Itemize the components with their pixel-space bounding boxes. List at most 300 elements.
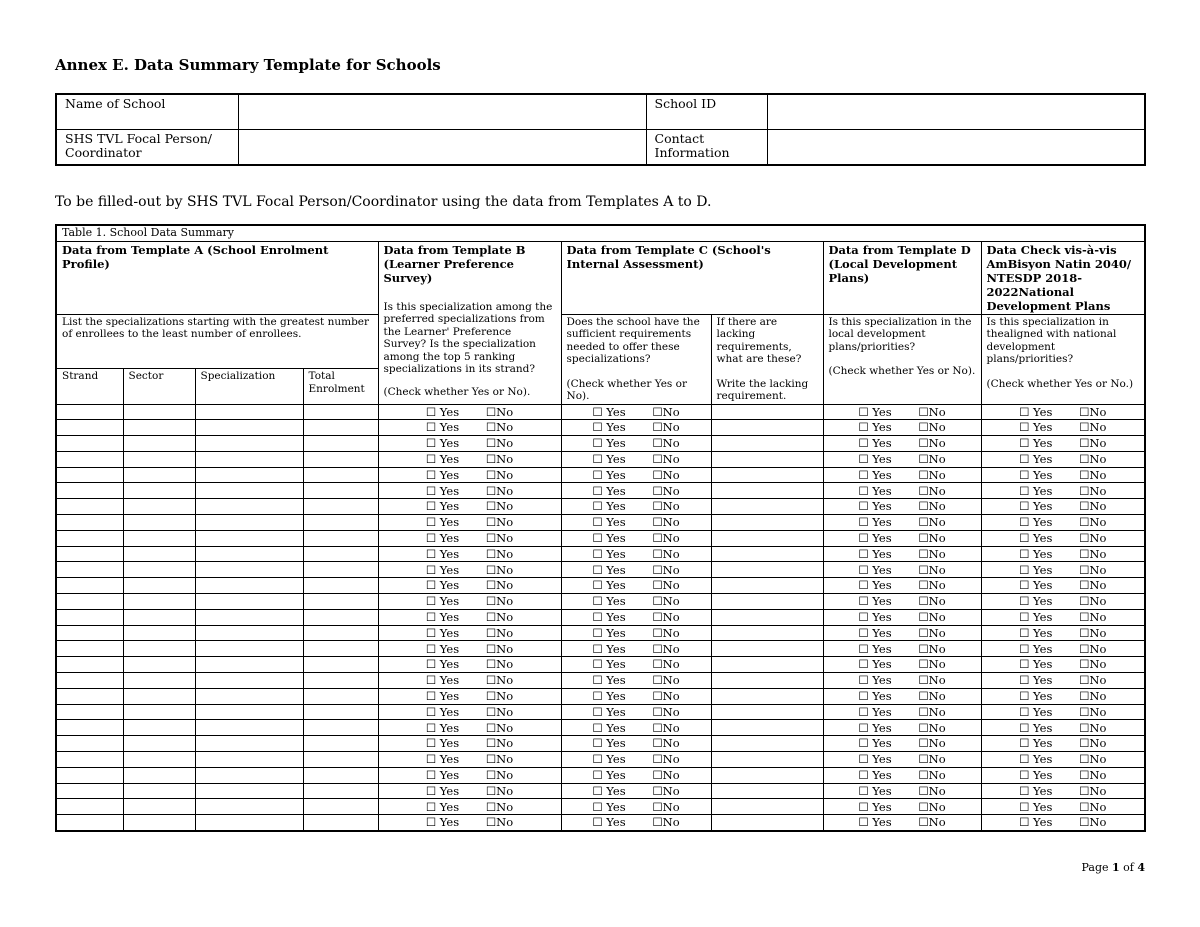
template-b-no-checkbox[interactable]: ☐No xyxy=(485,594,514,609)
national-plan-yes-checkbox[interactable]: ☐ Yes xyxy=(1019,562,1053,577)
template-c-yes-checkbox[interactable]: ☐ Yes xyxy=(592,625,626,640)
national-plan-yes-checkbox[interactable]: ☐ Yes xyxy=(1019,578,1053,593)
total-enrolment-cell[interactable] xyxy=(303,467,378,483)
template-b-no-checkbox[interactable]: ☐No xyxy=(485,673,514,688)
national-plan-yes-checkbox[interactable]: ☐ Yes xyxy=(1019,767,1053,782)
template-c-yes-checkbox[interactable]: ☐ Yes xyxy=(592,704,626,719)
lacking-requirement-cell[interactable] xyxy=(711,815,823,831)
total-enrolment-cell[interactable] xyxy=(303,499,378,515)
template-c-yes-checkbox[interactable]: ☐ Yes xyxy=(592,483,626,498)
total-enrolment-cell[interactable] xyxy=(303,562,378,578)
national-plan-no-checkbox[interactable]: ☐No xyxy=(1079,767,1107,782)
sector-cell[interactable] xyxy=(123,799,195,815)
specialization-cell[interactable] xyxy=(195,767,303,783)
strand-cell[interactable] xyxy=(56,641,123,657)
template-b-yes-checkbox[interactable]: ☐ Yes xyxy=(425,720,460,735)
specialization-cell[interactable] xyxy=(195,799,303,815)
template-b-yes-checkbox[interactable]: ☐ Yes xyxy=(425,546,460,561)
template-d-no-checkbox[interactable]: ☐No xyxy=(918,673,946,688)
total-enrolment-cell[interactable] xyxy=(303,767,378,783)
school-name-field[interactable] xyxy=(238,94,646,130)
specialization-cell[interactable] xyxy=(195,625,303,641)
national-plan-yes-checkbox[interactable]: ☐ Yes xyxy=(1019,436,1053,451)
sector-cell[interactable] xyxy=(123,499,195,515)
template-c-no-checkbox[interactable]: ☐No xyxy=(652,467,680,482)
strand-cell[interactable] xyxy=(56,594,123,610)
template-d-no-checkbox[interactable]: ☐No xyxy=(918,657,946,672)
template-d-no-checkbox[interactable]: ☐No xyxy=(918,783,946,798)
template-c-yes-checkbox[interactable]: ☐ Yes xyxy=(592,546,626,561)
template-c-no-checkbox[interactable]: ☐No xyxy=(652,483,680,498)
template-d-yes-checkbox[interactable]: ☐ Yes xyxy=(858,641,892,656)
strand-cell[interactable] xyxy=(56,688,123,704)
template-d-yes-checkbox[interactable]: ☐ Yes xyxy=(858,452,892,467)
template-b-no-checkbox[interactable]: ☐No xyxy=(485,752,514,767)
template-b-yes-checkbox[interactable]: ☐ Yes xyxy=(425,499,460,514)
specialization-cell[interactable] xyxy=(195,704,303,720)
template-d-yes-checkbox[interactable]: ☐ Yes xyxy=(858,704,892,719)
strand-cell[interactable] xyxy=(56,767,123,783)
national-plan-no-checkbox[interactable]: ☐No xyxy=(1079,625,1107,640)
national-plan-no-checkbox[interactable]: ☐No xyxy=(1079,641,1107,656)
template-c-no-checkbox[interactable]: ☐No xyxy=(652,610,680,624)
template-d-no-checkbox[interactable]: ☐No xyxy=(918,562,946,577)
template-b-yes-checkbox[interactable]: ☐ Yes xyxy=(425,752,460,767)
specialization-cell[interactable] xyxy=(195,530,303,546)
strand-cell[interactable] xyxy=(56,799,123,815)
national-plan-no-checkbox[interactable]: ☐No xyxy=(1079,783,1107,798)
total-enrolment-cell[interactable] xyxy=(303,451,378,467)
sector-cell[interactable] xyxy=(123,704,195,720)
template-b-no-checkbox[interactable]: ☐No xyxy=(485,562,514,577)
template-b-yes-checkbox[interactable]: ☐ Yes xyxy=(425,420,460,435)
lacking-requirement-cell[interactable] xyxy=(711,736,823,752)
template-b-no-checkbox[interactable]: ☐No xyxy=(485,483,514,498)
strand-cell[interactable] xyxy=(56,499,123,515)
lacking-requirement-cell[interactable] xyxy=(711,752,823,768)
sector-cell[interactable] xyxy=(123,736,195,752)
total-enrolment-cell[interactable] xyxy=(303,578,378,594)
strand-cell[interactable] xyxy=(56,515,123,531)
template-b-yes-checkbox[interactable]: ☐ Yes xyxy=(425,515,460,530)
template-d-no-checkbox[interactable]: ☐No xyxy=(918,736,946,751)
template-c-no-checkbox[interactable]: ☐No xyxy=(652,452,680,467)
sector-cell[interactable] xyxy=(123,420,195,436)
template-b-no-checkbox[interactable]: ☐No xyxy=(485,641,514,656)
specialization-cell[interactable] xyxy=(195,752,303,768)
school-id-field[interactable] xyxy=(767,94,1145,130)
specialization-cell[interactable] xyxy=(195,657,303,673)
template-c-no-checkbox[interactable]: ☐No xyxy=(652,752,680,767)
template-d-yes-checkbox[interactable]: ☐ Yes xyxy=(858,767,892,782)
total-enrolment-cell[interactable] xyxy=(303,515,378,531)
national-plan-no-checkbox[interactable]: ☐No xyxy=(1079,436,1107,451)
total-enrolment-cell[interactable] xyxy=(303,436,378,452)
specialization-cell[interactable] xyxy=(195,736,303,752)
national-plan-yes-checkbox[interactable]: ☐ Yes xyxy=(1019,499,1053,514)
template-c-no-checkbox[interactable]: ☐No xyxy=(652,404,680,419)
national-plan-no-checkbox[interactable]: ☐No xyxy=(1079,483,1107,498)
template-c-yes-checkbox[interactable]: ☐ Yes xyxy=(592,531,626,546)
template-d-yes-checkbox[interactable]: ☐ Yes xyxy=(858,578,892,593)
sector-cell[interactable] xyxy=(123,641,195,657)
national-plan-yes-checkbox[interactable]: ☐ Yes xyxy=(1019,641,1053,656)
total-enrolment-cell[interactable] xyxy=(303,594,378,610)
template-c-yes-checkbox[interactable]: ☐ Yes xyxy=(592,515,626,530)
strand-cell[interactable] xyxy=(56,578,123,594)
national-plan-no-checkbox[interactable]: ☐No xyxy=(1079,562,1107,577)
total-enrolment-cell[interactable] xyxy=(303,404,378,420)
national-plan-yes-checkbox[interactable]: ☐ Yes xyxy=(1019,515,1053,530)
template-b-yes-checkbox[interactable]: ☐ Yes xyxy=(425,436,460,451)
national-plan-no-checkbox[interactable]: ☐No xyxy=(1079,531,1107,546)
template-d-no-checkbox[interactable]: ☐No xyxy=(918,688,946,703)
template-c-yes-checkbox[interactable]: ☐ Yes xyxy=(592,688,626,703)
lacking-requirement-cell[interactable] xyxy=(711,641,823,657)
template-b-yes-checkbox[interactable]: ☐ Yes xyxy=(425,531,460,546)
lacking-requirement-cell[interactable] xyxy=(711,530,823,546)
template-d-yes-checkbox[interactable]: ☐ Yes xyxy=(858,420,892,435)
template-d-yes-checkbox[interactable]: ☐ Yes xyxy=(858,688,892,703)
template-b-no-checkbox[interactable]: ☐No xyxy=(485,720,514,735)
template-b-yes-checkbox[interactable]: ☐ Yes xyxy=(425,657,460,672)
strand-cell[interactable] xyxy=(56,609,123,625)
total-enrolment-cell[interactable] xyxy=(303,752,378,768)
total-enrolment-cell[interactable] xyxy=(303,688,378,704)
national-plan-yes-checkbox[interactable]: ☐ Yes xyxy=(1019,736,1053,751)
strand-cell[interactable] xyxy=(56,704,123,720)
template-d-yes-checkbox[interactable]: ☐ Yes xyxy=(858,799,892,814)
total-enrolment-cell[interactable] xyxy=(303,783,378,799)
strand-cell[interactable] xyxy=(56,420,123,436)
total-enrolment-cell[interactable] xyxy=(303,815,378,831)
template-c-no-checkbox[interactable]: ☐No xyxy=(652,578,680,593)
lacking-requirement-cell[interactable] xyxy=(711,436,823,452)
sector-cell[interactable] xyxy=(123,404,195,420)
template-c-yes-checkbox[interactable]: ☐ Yes xyxy=(592,467,626,482)
template-c-yes-checkbox[interactable]: ☐ Yes xyxy=(592,815,626,830)
national-plan-yes-checkbox[interactable]: ☐ Yes xyxy=(1019,704,1053,719)
template-d-no-checkbox[interactable]: ☐No xyxy=(918,752,946,767)
template-d-no-checkbox[interactable]: ☐No xyxy=(918,420,946,435)
template-b-no-checkbox[interactable]: ☐No xyxy=(485,610,514,624)
template-b-yes-checkbox[interactable]: ☐ Yes xyxy=(425,736,460,751)
sector-cell[interactable] xyxy=(123,625,195,641)
template-d-yes-checkbox[interactable]: ☐ Yes xyxy=(858,673,892,688)
template-b-no-checkbox[interactable]: ☐No xyxy=(485,767,514,782)
template-c-no-checkbox[interactable]: ☐No xyxy=(652,499,680,514)
lacking-requirement-cell[interactable] xyxy=(711,783,823,799)
specialization-cell[interactable] xyxy=(195,720,303,736)
sector-cell[interactable] xyxy=(123,594,195,610)
sector-cell[interactable] xyxy=(123,546,195,562)
template-b-no-checkbox[interactable]: ☐No xyxy=(485,515,514,530)
template-c-yes-checkbox[interactable]: ☐ Yes xyxy=(592,736,626,751)
national-plan-no-checkbox[interactable]: ☐No xyxy=(1079,688,1107,703)
total-enrolment-cell[interactable] xyxy=(303,673,378,689)
specialization-cell[interactable] xyxy=(195,467,303,483)
national-plan-yes-checkbox[interactable]: ☐ Yes xyxy=(1019,531,1053,546)
national-plan-no-checkbox[interactable]: ☐No xyxy=(1079,720,1107,735)
template-b-no-checkbox[interactable]: ☐No xyxy=(485,546,514,561)
template-b-yes-checkbox[interactable]: ☐ Yes xyxy=(425,783,460,798)
template-d-no-checkbox[interactable]: ☐No xyxy=(918,799,946,814)
template-b-no-checkbox[interactable]: ☐No xyxy=(485,657,514,672)
template-d-no-checkbox[interactable]: ☐No xyxy=(918,467,946,482)
national-plan-yes-checkbox[interactable]: ☐ Yes xyxy=(1019,420,1053,435)
template-c-yes-checkbox[interactable]: ☐ Yes xyxy=(592,436,626,451)
national-plan-no-checkbox[interactable]: ☐No xyxy=(1079,610,1107,624)
template-b-no-checkbox[interactable]: ☐No xyxy=(485,467,514,482)
template-d-yes-checkbox[interactable]: ☐ Yes xyxy=(858,436,892,451)
template-c-yes-checkbox[interactable]: ☐ Yes xyxy=(592,610,626,624)
template-d-no-checkbox[interactable]: ☐No xyxy=(918,641,946,656)
template-d-yes-checkbox[interactable]: ☐ Yes xyxy=(858,562,892,577)
template-d-no-checkbox[interactable]: ☐No xyxy=(918,815,946,830)
template-b-no-checkbox[interactable]: ☐No xyxy=(485,815,514,830)
template-d-no-checkbox[interactable]: ☐No xyxy=(918,546,946,561)
template-c-no-checkbox[interactable]: ☐No xyxy=(652,688,680,703)
template-d-no-checkbox[interactable]: ☐No xyxy=(918,452,946,467)
lacking-requirement-cell[interactable] xyxy=(711,720,823,736)
national-plan-no-checkbox[interactable]: ☐No xyxy=(1079,499,1107,514)
template-d-yes-checkbox[interactable]: ☐ Yes xyxy=(858,783,892,798)
lacking-requirement-cell[interactable] xyxy=(711,562,823,578)
total-enrolment-cell[interactable] xyxy=(303,625,378,641)
specialization-cell[interactable] xyxy=(195,783,303,799)
template-c-no-checkbox[interactable]: ☐No xyxy=(652,420,680,435)
total-enrolment-cell[interactable] xyxy=(303,546,378,562)
national-plan-no-checkbox[interactable]: ☐No xyxy=(1079,673,1107,688)
template-d-yes-checkbox[interactable]: ☐ Yes xyxy=(858,594,892,609)
strand-cell[interactable] xyxy=(56,783,123,799)
lacking-requirement-cell[interactable] xyxy=(711,578,823,594)
template-c-yes-checkbox[interactable]: ☐ Yes xyxy=(592,420,626,435)
sector-cell[interactable] xyxy=(123,673,195,689)
specialization-cell[interactable] xyxy=(195,546,303,562)
sector-cell[interactable] xyxy=(123,451,195,467)
lacking-requirement-cell[interactable] xyxy=(711,767,823,783)
template-c-yes-checkbox[interactable]: ☐ Yes xyxy=(592,720,626,735)
lacking-requirement-cell[interactable] xyxy=(711,467,823,483)
template-d-no-checkbox[interactable]: ☐No xyxy=(918,594,946,609)
strand-cell[interactable] xyxy=(56,546,123,562)
template-c-no-checkbox[interactable]: ☐No xyxy=(652,531,680,546)
template-c-no-checkbox[interactable]: ☐No xyxy=(652,562,680,577)
lacking-requirement-cell[interactable] xyxy=(711,609,823,625)
template-c-yes-checkbox[interactable]: ☐ Yes xyxy=(592,657,626,672)
template-c-no-checkbox[interactable]: ☐No xyxy=(652,799,680,814)
template-d-yes-checkbox[interactable]: ☐ Yes xyxy=(858,483,892,498)
specialization-cell[interactable] xyxy=(195,436,303,452)
national-plan-yes-checkbox[interactable]: ☐ Yes xyxy=(1019,799,1053,814)
strand-cell[interactable] xyxy=(56,625,123,641)
template-b-yes-checkbox[interactable]: ☐ Yes xyxy=(425,594,460,609)
national-plan-yes-checkbox[interactable]: ☐ Yes xyxy=(1019,467,1053,482)
template-c-no-checkbox[interactable]: ☐No xyxy=(652,515,680,530)
lacking-requirement-cell[interactable] xyxy=(711,499,823,515)
national-plan-yes-checkbox[interactable]: ☐ Yes xyxy=(1019,783,1053,798)
template-b-yes-checkbox[interactable]: ☐ Yes xyxy=(425,404,460,419)
total-enrolment-cell[interactable] xyxy=(303,704,378,720)
template-c-yes-checkbox[interactable]: ☐ Yes xyxy=(592,562,626,577)
template-c-no-checkbox[interactable]: ☐No xyxy=(652,625,680,640)
national-plan-no-checkbox[interactable]: ☐No xyxy=(1079,404,1107,419)
lacking-requirement-cell[interactable] xyxy=(711,483,823,499)
national-plan-yes-checkbox[interactable]: ☐ Yes xyxy=(1019,610,1053,624)
template-b-no-checkbox[interactable]: ☐No xyxy=(485,783,514,798)
template-b-no-checkbox[interactable]: ☐No xyxy=(485,704,514,719)
template-b-no-checkbox[interactable]: ☐No xyxy=(485,799,514,814)
template-b-no-checkbox[interactable]: ☐No xyxy=(485,736,514,751)
national-plan-no-checkbox[interactable]: ☐No xyxy=(1079,815,1107,830)
template-b-no-checkbox[interactable]: ☐No xyxy=(485,688,514,703)
focal-person-field[interactable] xyxy=(238,130,646,166)
lacking-requirement-cell[interactable] xyxy=(711,546,823,562)
template-d-yes-checkbox[interactable]: ☐ Yes xyxy=(858,610,892,624)
template-b-yes-checkbox[interactable]: ☐ Yes xyxy=(425,578,460,593)
national-plan-no-checkbox[interactable]: ☐No xyxy=(1079,799,1107,814)
template-c-no-checkbox[interactable]: ☐No xyxy=(652,641,680,656)
template-b-no-checkbox[interactable]: ☐No xyxy=(485,578,514,593)
template-c-yes-checkbox[interactable]: ☐ Yes xyxy=(592,783,626,798)
template-c-no-checkbox[interactable]: ☐No xyxy=(652,736,680,751)
specialization-cell[interactable] xyxy=(195,688,303,704)
national-plan-yes-checkbox[interactable]: ☐ Yes xyxy=(1019,815,1053,830)
national-plan-no-checkbox[interactable]: ☐No xyxy=(1079,515,1107,530)
national-plan-no-checkbox[interactable]: ☐No xyxy=(1079,467,1107,482)
template-b-yes-checkbox[interactable]: ☐ Yes xyxy=(425,467,460,482)
template-c-yes-checkbox[interactable]: ☐ Yes xyxy=(592,673,626,688)
specialization-cell[interactable] xyxy=(195,578,303,594)
sector-cell[interactable] xyxy=(123,467,195,483)
template-b-yes-checkbox[interactable]: ☐ Yes xyxy=(425,688,460,703)
template-c-yes-checkbox[interactable]: ☐ Yes xyxy=(592,578,626,593)
template-d-yes-checkbox[interactable]: ☐ Yes xyxy=(858,404,892,419)
national-plan-yes-checkbox[interactable]: ☐ Yes xyxy=(1019,452,1053,467)
template-d-no-checkbox[interactable]: ☐No xyxy=(918,483,946,498)
sector-cell[interactable] xyxy=(123,767,195,783)
template-b-no-checkbox[interactable]: ☐No xyxy=(485,404,514,419)
template-c-yes-checkbox[interactable]: ☐ Yes xyxy=(592,752,626,767)
strand-cell[interactable] xyxy=(56,673,123,689)
strand-cell[interactable] xyxy=(56,562,123,578)
template-d-yes-checkbox[interactable]: ☐ Yes xyxy=(858,752,892,767)
template-b-yes-checkbox[interactable]: ☐ Yes xyxy=(425,673,460,688)
specialization-cell[interactable] xyxy=(195,483,303,499)
sector-cell[interactable] xyxy=(123,720,195,736)
specialization-cell[interactable] xyxy=(195,420,303,436)
sector-cell[interactable] xyxy=(123,815,195,831)
template-d-no-checkbox[interactable]: ☐No xyxy=(918,436,946,451)
sector-cell[interactable] xyxy=(123,783,195,799)
specialization-cell[interactable] xyxy=(195,815,303,831)
total-enrolment-cell[interactable] xyxy=(303,609,378,625)
template-d-yes-checkbox[interactable]: ☐ Yes xyxy=(858,499,892,514)
template-d-no-checkbox[interactable]: ☐No xyxy=(918,704,946,719)
strand-cell[interactable] xyxy=(56,815,123,831)
national-plan-no-checkbox[interactable]: ☐No xyxy=(1079,420,1107,435)
national-plan-no-checkbox[interactable]: ☐No xyxy=(1079,704,1107,719)
template-c-yes-checkbox[interactable]: ☐ Yes xyxy=(592,767,626,782)
template-b-yes-checkbox[interactable]: ☐ Yes xyxy=(425,483,460,498)
national-plan-no-checkbox[interactable]: ☐No xyxy=(1079,594,1107,609)
national-plan-yes-checkbox[interactable]: ☐ Yes xyxy=(1019,657,1053,672)
specialization-cell[interactable] xyxy=(195,451,303,467)
template-c-yes-checkbox[interactable]: ☐ Yes xyxy=(592,452,626,467)
template-d-no-checkbox[interactable]: ☐No xyxy=(918,515,946,530)
strand-cell[interactable] xyxy=(56,720,123,736)
lacking-requirement-cell[interactable] xyxy=(711,404,823,420)
national-plan-no-checkbox[interactable]: ☐No xyxy=(1079,752,1107,767)
sector-cell[interactable] xyxy=(123,752,195,768)
template-c-no-checkbox[interactable]: ☐No xyxy=(652,783,680,798)
total-enrolment-cell[interactable] xyxy=(303,641,378,657)
specialization-cell[interactable] xyxy=(195,515,303,531)
template-b-yes-checkbox[interactable]: ☐ Yes xyxy=(425,815,460,830)
template-d-yes-checkbox[interactable]: ☐ Yes xyxy=(858,625,892,640)
strand-cell[interactable] xyxy=(56,752,123,768)
template-c-yes-checkbox[interactable]: ☐ Yes xyxy=(592,799,626,814)
specialization-cell[interactable] xyxy=(195,499,303,515)
strand-cell[interactable] xyxy=(56,404,123,420)
national-plan-no-checkbox[interactable]: ☐No xyxy=(1079,578,1107,593)
template-d-no-checkbox[interactable]: ☐No xyxy=(918,610,946,624)
template-d-yes-checkbox[interactable]: ☐ Yes xyxy=(858,546,892,561)
sector-cell[interactable] xyxy=(123,483,195,499)
template-b-no-checkbox[interactable]: ☐No xyxy=(485,436,514,451)
sector-cell[interactable] xyxy=(123,688,195,704)
strand-cell[interactable] xyxy=(56,530,123,546)
specialization-cell[interactable] xyxy=(195,562,303,578)
template-d-no-checkbox[interactable]: ☐No xyxy=(918,578,946,593)
lacking-requirement-cell[interactable] xyxy=(711,688,823,704)
template-c-yes-checkbox[interactable]: ☐ Yes xyxy=(592,641,626,656)
template-d-no-checkbox[interactable]: ☐No xyxy=(918,625,946,640)
template-b-yes-checkbox[interactable]: ☐ Yes xyxy=(425,562,460,577)
template-b-yes-checkbox[interactable]: ☐ Yes xyxy=(425,610,460,624)
national-plan-no-checkbox[interactable]: ☐No xyxy=(1079,452,1107,467)
template-c-no-checkbox[interactable]: ☐No xyxy=(652,546,680,561)
template-c-no-checkbox[interactable]: ☐No xyxy=(652,436,680,451)
template-c-no-checkbox[interactable]: ☐No xyxy=(652,673,680,688)
national-plan-yes-checkbox[interactable]: ☐ Yes xyxy=(1019,483,1053,498)
template-c-no-checkbox[interactable]: ☐No xyxy=(652,594,680,609)
sector-cell[interactable] xyxy=(123,562,195,578)
lacking-requirement-cell[interactable] xyxy=(711,420,823,436)
lacking-requirement-cell[interactable] xyxy=(711,515,823,531)
template-d-yes-checkbox[interactable]: ☐ Yes xyxy=(858,736,892,751)
template-d-no-checkbox[interactable]: ☐No xyxy=(918,404,946,419)
template-b-no-checkbox[interactable]: ☐No xyxy=(485,420,514,435)
strand-cell[interactable] xyxy=(56,657,123,673)
specialization-cell[interactable] xyxy=(195,673,303,689)
lacking-requirement-cell[interactable] xyxy=(711,704,823,720)
template-b-yes-checkbox[interactable]: ☐ Yes xyxy=(425,625,460,640)
template-d-no-checkbox[interactable]: ☐No xyxy=(918,720,946,735)
strand-cell[interactable] xyxy=(56,451,123,467)
lacking-requirement-cell[interactable] xyxy=(711,799,823,815)
template-c-no-checkbox[interactable]: ☐No xyxy=(652,767,680,782)
total-enrolment-cell[interactable] xyxy=(303,483,378,499)
template-d-no-checkbox[interactable]: ☐No xyxy=(918,767,946,782)
total-enrolment-cell[interactable] xyxy=(303,657,378,673)
template-d-no-checkbox[interactable]: ☐No xyxy=(918,531,946,546)
template-b-yes-checkbox[interactable]: ☐ Yes xyxy=(425,799,460,814)
template-b-yes-checkbox[interactable]: ☐ Yes xyxy=(425,641,460,656)
national-plan-yes-checkbox[interactable]: ☐ Yes xyxy=(1019,688,1053,703)
strand-cell[interactable] xyxy=(56,436,123,452)
